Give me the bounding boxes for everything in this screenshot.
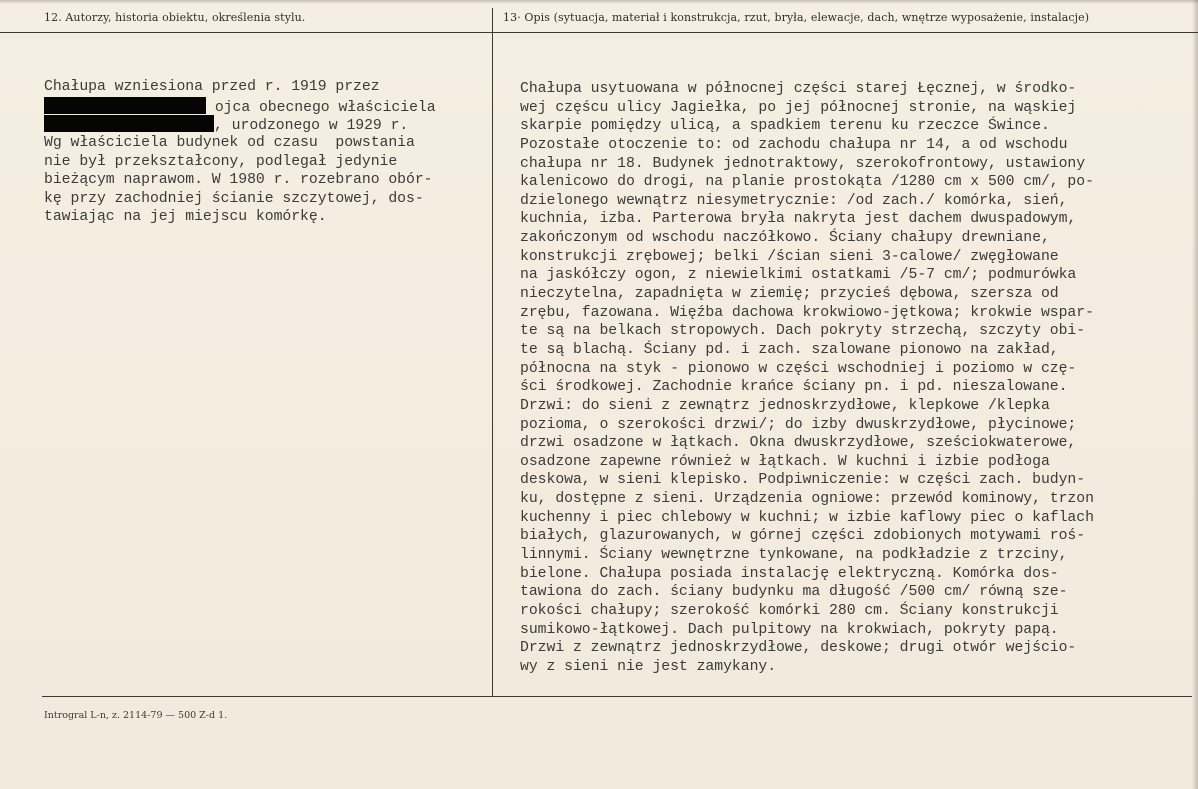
section-13-line: kalenicowo do drogi, na planie prostokąta /1280 cm x 500 cm/, po-: [520, 174, 1094, 191]
section-12-line-text: kę przy zachodniej ścianie szczytowej, dos-: [44, 190, 424, 207]
section-12-line: [44, 97, 436, 116]
section-13-line: Drzwi z zewnątrz jednoskrzydłowe, deskowe; drugi otwór wejścio-: [520, 640, 1077, 657]
section-13-line: dzielonego wewnątrz niesymetrycznie: /od zach./ komórka, sień,: [520, 192, 1068, 209]
section-12-heading: 12. Autorzy, historia obiektu, określenia stylu.: [44, 11, 306, 24]
redaction-bar: [44, 97, 206, 114]
section-13-line: kuchnia, izba. Parterowa bryła nakryta jest dachem dwuspadowym,: [520, 211, 1077, 228]
section-13-line: kuchenny i piec chlebowy w kuchni; w izbie kaflowy piec o kaflach: [520, 509, 1094, 526]
section-13-line: białych, glazurowanych, w górnej części zdobionych motywami roś-: [520, 528, 1086, 545]
section-12-line-text: tawiając na jej miejscu komórkę.: [44, 209, 327, 226]
section-13-line: ści środkowej. Zachodnie krańce ściany pn. i pd. nieszalowane.: [520, 379, 1068, 396]
section-13-line: północna na styk - pionowo w części wschodniej i poziomo w czę-: [520, 360, 1077, 377]
section-13-line: Drzwi: do sieni z zewnątrz jednoskrzydłowe, klepkowe /klepka: [520, 397, 1050, 414]
section-12-line: [44, 115, 436, 134]
section-13-line: wy z sieni nie jest zamykany.: [520, 658, 777, 675]
column-divider: [492, 8, 493, 696]
section-12-body: [44, 78, 436, 227]
section-13-line: konstrukcji zrębowej; belki /ścian sieni 3-calowe/ zwęgłowane: [520, 248, 1059, 265]
section-13-line: Pozostałe otoczenie to: od zachodu chałupa nr 14, a od wschodu: [520, 136, 1068, 153]
section-13-line: te są blachą. Ściany pd. i zach. szalowane pionowo na zakład,: [520, 341, 1059, 358]
section-13-line: osadzone zapewne również w łątkach. W kuchni i izbie podłoga: [520, 453, 1050, 470]
section-12-line: [44, 171, 436, 190]
section-13-line: rokości chałupy; szerokość komórki 280 cm. Ściany konstrukcji: [520, 602, 1059, 619]
section-13-line: bielone. Chałupa posiada instalację elektryczną. Komórka dos-: [520, 565, 1059, 582]
section-13-line: deskowa, w sieni klepisko. Podpiwniczenie: w części zach. budyn-: [520, 472, 1086, 489]
section-13-line: zrębu, fazowana. Więźba dachowa krokwiowo-jętkowa; krokwie wspar-: [520, 304, 1094, 321]
section-12-line-text: ojca obecnego właściciela: [206, 99, 436, 116]
header-rule: [0, 32, 1198, 33]
section-12-line: [44, 153, 436, 172]
section-12-line-text: bieżącym naprawom. W 1980 r. rozebrano obór-: [44, 172, 433, 189]
section-13-line: te są na belkach stropowych. Dach pokryty strzechą, szczyty obi-: [520, 323, 1086, 340]
section-13-line: wej częścu ulicy Jagiełka, po jej północnej stronie, na wąskiej: [520, 99, 1077, 116]
section-12-line-text: nie był przekształcony, podlegał jedynie: [44, 153, 398, 170]
section-13-body: [520, 80, 1094, 677]
section-13-line: tawiona do zach. ściany budynku ma długość /500 cm/ równą sze-: [520, 584, 1068, 601]
redaction-bar: [44, 115, 214, 132]
section-13-line: chałupa nr 18. Budynek jednotraktowy, szerokofrontowy, ustawiony: [520, 155, 1086, 172]
section-13-line: ku, dostępne z sieni. Urządzenia ogniowe: przewód kominowy, trzon: [520, 491, 1094, 508]
section-12-line: [44, 208, 436, 227]
section-12-line-text: Wg właściciela budynek od czasu powstania: [44, 134, 415, 151]
section-13-line: nieczytelna, zapadnięta w ziemię; przyciеś dębowa, szersza od: [520, 286, 1059, 303]
paper-edge-top: [0, 0, 1198, 4]
section-12-line: [44, 134, 436, 153]
section-13-line: pozioma, o szerokości drzwi/; do izby dwuskrzydłowe, płycinowe;: [520, 416, 1077, 433]
printer-imprint: Introgral L-n, z. 2114-79 — 500 Z-d 1.: [44, 710, 228, 721]
paper-edge-right: [1192, 0, 1198, 789]
section-13-line: linnymi. Ściany wewnętrzne tynkowane, na podkładzie z trzciny,: [520, 547, 1068, 564]
section-12-line: [44, 190, 436, 209]
section-13-line: na jaskółczy ogon, z niewielkimi ostatkami /5-7 cm/; podmurówka: [520, 267, 1077, 284]
footer-rule: [42, 696, 1192, 697]
section-13-heading: 13· Opis (sytuacja, materiał i konstrukcja, rzut, bryła, elewacje, dach, wnętrze wyposażenie, instalacje): [503, 11, 1090, 24]
section-13-line: drzwi osadzone w łątkach. Okna dwuskrzydłowe, sześciokwaterowe,: [520, 435, 1077, 452]
section-13-line: Chałupa usytuowana w północnej części starej Łęcznej, w środko-: [520, 81, 1077, 97]
section-13-line: zakończonym od wschodu naczółkowo. Ściany chałupy drewniane,: [520, 230, 1050, 247]
section-12-line-text: Chałupa wzniesiona przed r. 1919 przez: [44, 79, 380, 95]
section-13-line: skarpie pomiędzy ulicą, a spadkiem terenu ku rzeczce Śwince.: [520, 118, 1050, 135]
section-12-line: [44, 78, 436, 97]
section-13-line: sumikowo-łątkowej. Dach pulpitowy na krokwiach, pokryty papą.: [520, 621, 1059, 638]
section-12-line-text: , urodzonego w 1929 r.: [214, 118, 409, 135]
